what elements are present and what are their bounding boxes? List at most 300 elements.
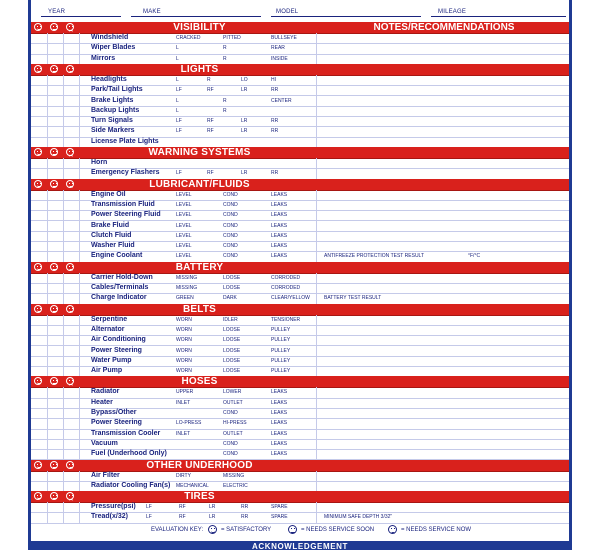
item-option[interactable]: INSIDE [271,55,288,62]
rating-soon-cell[interactable] [47,43,64,53]
rating-soon-cell[interactable] [47,471,64,481]
rating-satisfactory-cell[interactable] [31,158,48,168]
item-option[interactable]: MISSING [176,285,198,291]
rating-soon-cell[interactable] [47,398,64,408]
rating-satisfactory-cell[interactable] [31,43,48,53]
notes-cell[interactable] [317,126,569,136]
item-option[interactable]: R [223,107,227,114]
item-option[interactable]: RF [207,118,214,125]
notes-cell[interactable] [317,190,569,200]
item-option[interactable]: COND [223,191,238,198]
item-label: Fuel (Underhood Only) [91,450,167,458]
item-label: Vacuum [91,439,118,447]
rating-satisfactory-cell[interactable] [31,75,48,85]
item-option[interactable]: L [176,97,179,104]
item-option[interactable]: PULLEY [271,326,291,333]
item-option[interactable]: LEVEL [176,212,192,219]
item-option[interactable]: LEAKS [271,451,288,458]
item-label: Serpentine [91,315,128,323]
item-option[interactable]: RF [207,128,214,135]
notes-cell[interactable] [317,283,569,293]
rating-soon-cell[interactable] [47,96,64,106]
rating-now-cell[interactable] [63,471,80,481]
section-title: HOSES [181,376,218,388]
key-satisfactory: = SATISFACTORY [221,527,272,533]
item-option[interactable]: COND [223,451,238,458]
rating-soon-cell[interactable] [47,293,64,303]
item-option[interactable]: LF [146,514,152,521]
item-option[interactable]: LEVEL [176,232,192,239]
rating-satisfactory-cell[interactable] [31,439,48,449]
rating-now-cell[interactable] [63,449,80,459]
item-label: License Plate Lights [91,137,159,145]
rating-now-cell[interactable] [63,283,80,293]
notes-cell[interactable] [317,221,569,231]
item-option[interactable]: LEVEL [176,201,192,208]
notes-cell[interactable] [317,251,569,261]
item-option[interactable]: LEAKS [271,440,288,447]
item-option[interactable]: CRACKED [176,35,201,41]
item-option[interactable]: SPARE [271,514,288,521]
item-option[interactable]: LR [241,118,248,125]
rating-soon-cell[interactable] [47,75,64,85]
item-option[interactable]: LEAKS [271,253,288,260]
rating-satisfactory-cell[interactable] [31,85,48,95]
rating-now-cell[interactable] [63,85,80,95]
item-option[interactable]: LO-PRESS [176,420,202,427]
happy-face-icon [34,377,42,385]
notes-cell[interactable] [317,346,569,356]
rating-soon-cell[interactable] [47,346,64,356]
notes-cell[interactable] [317,387,569,397]
notes-annotation: BATTERY TEST RESULT [324,295,382,302]
item-option[interactable]: CORRODED [271,285,301,291]
item-label: Water Pump [91,356,132,364]
item-option[interactable]: LF [176,128,182,135]
rating-now-cell[interactable] [63,439,80,449]
rating-satisfactory-cell[interactable] [31,221,48,231]
rating-satisfactory-cell[interactable] [31,335,48,345]
notes-cell[interactable] [317,471,569,481]
item-label: Cables/Terminals [91,284,149,291]
item-label: Turn Signals [91,117,133,125]
rating-now-cell[interactable] [63,429,80,439]
item-option[interactable]: PITTED [223,35,241,41]
item-option[interactable]: COND [223,243,238,250]
rating-soon-cell[interactable] [47,33,64,43]
rating-now-cell[interactable] [63,190,80,200]
rating-now-cell[interactable] [63,210,80,220]
item-option[interactable]: COND [223,222,238,229]
rating-soon-cell[interactable] [47,200,64,210]
rating-satisfactory-cell[interactable] [31,315,48,325]
rating-satisfactory-cell[interactable] [31,241,48,251]
item-option[interactable]: WORN [176,337,192,344]
item-option[interactable]: LR [209,504,216,511]
rating-satisfactory-cell[interactable] [31,398,48,408]
rating-now-cell[interactable] [63,273,80,283]
rating-satisfactory-cell[interactable] [31,387,48,397]
rating-satisfactory-cell[interactable] [31,33,48,43]
rating-now-cell[interactable] [63,408,80,418]
happy-face-icon [34,180,42,188]
item-option[interactable]: LEAKS [271,389,288,396]
item-option[interactable]: WORN [176,357,192,364]
item-option[interactable]: R [207,76,211,83]
item-option[interactable]: R [223,97,227,104]
rating-soon-cell[interactable] [47,356,64,366]
item-option[interactable]: WORN [176,368,192,375]
item-option[interactable]: LEAKS [271,420,288,427]
rating-soon-cell[interactable] [47,221,64,231]
notes-cell[interactable] [317,366,569,376]
notes-cell[interactable] [317,54,569,64]
item-option[interactable]: RR [271,128,279,135]
rating-satisfactory-cell[interactable] [31,481,48,491]
notes-cell[interactable] [317,85,569,95]
item-option[interactable]: MISSING [176,274,198,281]
notes-cell[interactable] [317,408,569,418]
item-option[interactable]: LEAKS [271,191,288,198]
item-option[interactable]: PULLEY [271,337,291,344]
rating-satisfactory-cell[interactable] [31,293,48,303]
item-option[interactable]: LOOSE [223,326,241,333]
item-label: Carrier Hold-Down [91,273,153,281]
item-label: Horn [91,159,108,166]
rating-satisfactory-cell[interactable] [31,96,48,106]
item-option[interactable]: L [176,55,179,62]
rating-soon-cell[interactable] [47,315,64,325]
rating-soon-cell[interactable] [47,439,64,449]
rating-soon-cell[interactable] [47,387,64,397]
rating-now-cell[interactable] [63,398,80,408]
rating-satisfactory-cell[interactable] [31,106,48,116]
item-option[interactable]: L [176,45,179,52]
rating-satisfactory-cell[interactable] [31,408,48,418]
item-option[interactable]: LEVEL [176,253,192,260]
item-option[interactable]: LR [241,128,248,135]
item-option[interactable]: LEAKS [271,232,288,239]
rating-soon-cell[interactable] [47,106,64,116]
rating-satisfactory-cell[interactable] [31,231,48,241]
rating-now-cell[interactable] [63,315,80,325]
item-option[interactable]: INLET [176,399,191,406]
notes-cell[interactable] [317,231,569,241]
item-option[interactable]: LEAKS [271,399,288,406]
rating-now-cell[interactable] [63,335,80,345]
section-title: TIRES [184,491,215,503]
item-option[interactable]: RR [241,514,249,521]
notes-cell[interactable] [317,168,569,178]
notes-cell[interactable] [317,96,569,106]
item-option[interactable]: HI [271,76,276,83]
rating-now-cell[interactable] [63,200,80,210]
rating-now-cell[interactable] [63,33,80,43]
item-option[interactable]: R [223,55,227,62]
item-option[interactable]: RF [207,170,214,177]
notes-cell[interactable] [317,418,569,428]
rating-soon-cell[interactable] [47,325,64,335]
item-option[interactable]: WORN [176,347,192,354]
rating-now-cell[interactable] [63,293,80,303]
rating-satisfactory-cell[interactable] [31,54,48,64]
rating-now-cell[interactable] [63,481,80,491]
notes-cell[interactable] [317,335,569,345]
notes-recommendations-header: NOTES/RECOMMENDATIONS [373,22,515,33]
rating-now-cell[interactable] [63,106,80,116]
item-option[interactable]: RR [271,118,279,125]
item-option[interactable]: LOOSE [223,337,241,344]
item-option[interactable]: MECHANICAL [176,482,209,489]
item-option[interactable]: LEAKS [271,243,288,250]
notes-cell[interactable] [317,398,569,408]
item-option[interactable]: COND [223,253,238,260]
year-field[interactable] [41,16,121,17]
item-option[interactable]: SPARE [271,504,288,511]
rating-now-cell[interactable] [63,251,80,261]
rating-satisfactory-cell[interactable] [31,283,48,293]
rating-soon-cell[interactable] [47,116,64,126]
rating-satisfactory-cell[interactable] [31,429,48,439]
item-option[interactable]: R [223,45,227,52]
rating-satisfactory-cell[interactable] [31,168,48,178]
item-option[interactable]: LEAKS [271,430,288,437]
item-option[interactable]: LF [176,170,182,177]
model-field[interactable] [271,16,421,17]
rating-soon-cell[interactable] [47,126,64,136]
item-option[interactable]: IDLER [223,316,238,323]
rating-satisfactory-cell[interactable] [31,471,48,481]
notes-cell[interactable] [317,210,569,220]
rating-soon-cell[interactable] [47,54,64,64]
item-option[interactable]: LR [209,514,216,521]
rating-satisfactory-cell[interactable] [31,346,48,356]
notes-cell[interactable] [317,106,569,116]
item-option[interactable]: LO [241,76,248,83]
item-option[interactable]: RF [207,87,214,94]
notes-cell[interactable] [317,356,569,366]
key-needs-service-now: = NEEDS SERVICE NOW [401,527,472,533]
rating-now-cell[interactable] [63,418,80,428]
item-option[interactable]: UPPER [176,389,194,396]
item-option[interactable]: COND [223,410,238,416]
rating-satisfactory-cell[interactable] [31,200,48,210]
item-option[interactable]: OUTLET [223,399,243,406]
item-option[interactable]: RR [271,170,279,177]
rating-now-cell[interactable] [63,502,80,512]
rating-satisfactory-cell[interactable] [31,116,48,126]
item-option[interactable]: LOOSE [223,285,241,291]
rating-satisfactory-cell[interactable] [31,273,48,283]
rating-soon-cell[interactable] [47,418,64,428]
evaluation-key [31,522,569,538]
rating-satisfactory-cell[interactable] [31,210,48,220]
item-option[interactable]: WORN [176,316,192,323]
rating-now-cell[interactable] [63,126,80,136]
rating-satisfactory-cell[interactable] [31,366,48,376]
item-option[interactable]: PULLEY [271,347,291,354]
item-option[interactable]: LOOSE [223,347,241,354]
rating-satisfactory-cell[interactable] [31,126,48,136]
rating-now-cell[interactable] [63,346,80,356]
mileage-field[interactable] [431,16,566,17]
rating-now-cell[interactable] [63,387,80,397]
notes-cell[interactable] [317,116,569,126]
item-option[interactable]: LF [146,504,152,511]
item-option[interactable]: LF [176,87,182,94]
notes-cell[interactable] [317,315,569,325]
item-option[interactable]: COND [223,212,238,219]
rating-satisfactory-cell[interactable] [31,502,48,512]
item-option[interactable]: DIRTY [176,472,191,479]
rating-now-cell[interactable] [63,231,80,241]
item-option[interactable]: LOOSE [223,274,241,281]
notes-cell[interactable] [317,33,569,43]
rating-soon-cell[interactable] [47,273,64,283]
item-option[interactable]: RR [241,504,249,511]
item-option[interactable]: LOOSE [223,368,241,375]
rating-soon-cell[interactable] [47,449,64,459]
item-option[interactable]: L [176,76,179,83]
item-option[interactable]: OUTLET [223,430,243,437]
item-option[interactable]: INLET [176,430,191,437]
item-option[interactable]: CORRODED [271,274,301,281]
rating-satisfactory-cell[interactable] [31,137,48,147]
item-option[interactable]: LOOSE [223,357,241,364]
item-option[interactable]: RF [179,504,186,511]
make-field[interactable] [131,16,261,17]
rating-now-cell[interactable] [63,116,80,126]
rating-satisfactory-cell[interactable] [31,356,48,366]
item-option[interactable]: GREEN [176,295,194,302]
rating-soon-cell[interactable] [47,283,64,293]
rating-satisfactory-cell[interactable] [31,190,48,200]
item-option[interactable]: LEVEL [176,243,192,250]
item-label: Clutch Fluid [91,231,132,239]
rating-satisfactory-cell[interactable] [31,418,48,428]
item-label: Power Steering [91,419,142,427]
rating-soon-cell[interactable] [47,408,64,418]
item-option[interactable]: HI-PRESS [223,420,247,427]
item-option[interactable]: CENTER [271,97,292,104]
notes-cell[interactable] [317,158,569,168]
item-option[interactable]: COND [223,201,238,208]
rating-soon-cell[interactable] [47,429,64,439]
item-option[interactable]: COND [223,440,238,447]
item-option[interactable]: LF [176,118,182,125]
rating-now-cell[interactable] [63,366,80,376]
rating-now-cell[interactable] [63,137,80,147]
notes-annotation: ANTIFREEZE PROTECTION TEST RESULT [324,253,425,260]
item-option[interactable]: LR [241,87,248,94]
notes-cell[interactable] [317,273,569,283]
key-needs-service-soon: = NEEDS SERVICE SOON [301,527,375,533]
item-option[interactable]: ELECTRIC [223,482,248,489]
item-option[interactable]: L [176,107,179,114]
notes-cell[interactable] [317,481,569,491]
rating-now-cell[interactable] [63,241,80,251]
rating-soon-cell[interactable] [47,231,64,241]
rating-now-cell[interactable] [63,221,80,231]
item-option[interactable]: LEVEL [176,191,192,198]
rating-soon-cell[interactable] [47,190,64,200]
rating-soon-cell[interactable] [47,335,64,345]
rating-now-cell[interactable] [63,325,80,335]
rating-soon-cell[interactable] [47,251,64,261]
rating-soon-cell[interactable] [47,241,64,251]
item-option[interactable]: LEAKS [271,222,288,229]
item-option[interactable]: COND [223,232,238,239]
item-option[interactable]: TENSIONER [271,316,301,323]
item-option[interactable]: DARK [223,295,237,302]
notes-cell[interactable] [317,449,569,459]
notes-cell[interactable] [317,325,569,335]
item-option[interactable]: LR [241,170,248,177]
rating-soon-cell[interactable] [47,85,64,95]
happy-face-icon [34,148,42,156]
notes-cell[interactable] [317,429,569,439]
rating-now-cell[interactable] [63,158,80,168]
item-option[interactable]: BULLSEYE [271,35,297,41]
item-option[interactable]: LEAKS [271,201,288,208]
rating-satisfactory-cell[interactable] [31,449,48,459]
rating-now-cell[interactable] [63,54,80,64]
rating-now-cell[interactable] [63,96,80,106]
rating-soon-cell[interactable] [47,366,64,376]
rating-soon-cell[interactable] [47,137,64,147]
item-option[interactable]: RF [179,514,186,521]
item-option[interactable]: REAR [271,45,285,52]
rating-now-cell[interactable] [63,356,80,366]
notes-cell[interactable] [317,43,569,53]
happy-face-icon [34,305,42,313]
item-option[interactable]: RR [271,87,279,94]
rating-satisfactory-cell[interactable] [31,325,48,335]
neutral-face-icon [50,65,58,73]
rating-soon-cell[interactable] [47,502,64,512]
rating-soon-cell[interactable] [47,168,64,178]
item-option[interactable]: PULLEY [271,368,291,375]
rating-now-cell[interactable] [63,168,80,178]
item-option[interactable]: MISSING [223,472,245,479]
notes-cell[interactable] [317,200,569,210]
happy-face-icon [34,492,42,500]
item-label: Power Steering Fluid [91,211,161,219]
notes-cell[interactable] [317,293,569,303]
item-option[interactable]: LOWER [223,389,242,396]
notes-cell[interactable] [317,241,569,251]
item-option[interactable]: WORN [176,326,192,333]
notes-cell[interactable] [317,137,569,147]
item-option[interactable]: LEVEL [176,222,192,229]
section-title: VISIBILITY [173,22,226,33]
item-label: Transmission Cooler [91,429,161,437]
rating-soon-cell[interactable] [47,481,64,491]
sad-face-icon [66,23,74,31]
notes-cell[interactable] [317,75,569,85]
item-option[interactable]: PULLEY [271,357,291,364]
rating-soon-cell[interactable] [47,210,64,220]
notes-cell[interactable] [317,439,569,449]
rating-satisfactory-cell[interactable] [31,251,48,261]
rating-now-cell[interactable] [63,43,80,53]
item-option[interactable]: LEAKS [271,212,288,219]
item-option[interactable]: LEAKS [271,410,288,416]
rating-now-cell[interactable] [63,75,80,85]
item-option[interactable]: CLEAR/YELLOW [271,295,310,302]
notes-cell[interactable] [317,502,569,512]
rating-soon-cell[interactable] [47,158,64,168]
